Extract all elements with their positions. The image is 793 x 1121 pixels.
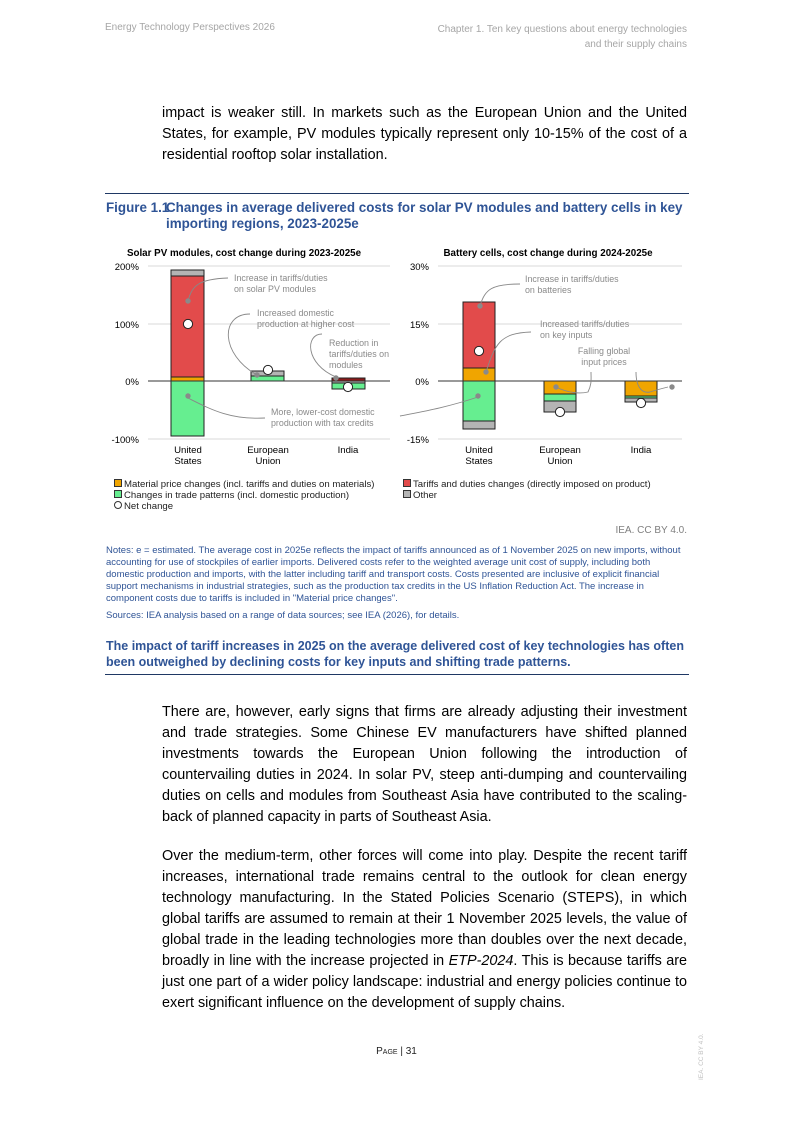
battery-annotation-text: Falling global xyxy=(577,346,631,356)
battery-xtick: States xyxy=(465,456,493,467)
running-header-title: Energy Technology Perspectives 2026 xyxy=(105,22,275,33)
pv-chart xyxy=(112,248,390,467)
legend-label: Net change xyxy=(124,501,174,512)
battery-ytick: -15% xyxy=(406,435,429,446)
pv-annotation-text: Increased domestic xyxy=(257,308,334,318)
pv-ytick: 200% xyxy=(114,262,139,273)
legend-item-tariffs xyxy=(403,479,651,491)
legend-label: Tariffs and duties changes (directly imposed on product) xyxy=(413,479,651,490)
battery-bar-us xyxy=(463,302,495,429)
battery-x-categories xyxy=(465,445,652,467)
pv-annotation-text: tariffs/duties on xyxy=(329,349,390,359)
legend-swatch-orange xyxy=(114,479,122,487)
battery-xtick: United xyxy=(465,445,493,456)
paragraph-text: Over the medium-term, other forces will come into play. Despite the recent tariff increases, international trade remains central to the outlook for clean energy technology manufacturing. In the Stated Policies Scenario (STEPS), in which global tariffs are assumed to remain at their 1 November 2025 levels, the value of global trade in the leading technologies more than doubles over the next decade, broadly in line with the increase projected in xyxy=(162,848,687,969)
pv-ytick: 100% xyxy=(114,320,139,331)
pv-annotation-text: More, lower-cost domestic xyxy=(271,407,375,417)
page-footer xyxy=(0,1046,793,1057)
legend-label: Other xyxy=(413,490,437,501)
legend-label: Material price changes (incl. tariffs and duties on materials) xyxy=(124,479,375,490)
figure-top-rule xyxy=(105,193,689,194)
side-license-credit: IEA. CC BY 4.0. xyxy=(698,1033,705,1080)
pv-annotation-text: Reduction in xyxy=(329,338,379,348)
battery-xtick: India xyxy=(630,445,652,456)
legend-swatch-red xyxy=(403,479,411,487)
pv-annotation-leaders xyxy=(188,278,336,418)
legend-swatch-grey xyxy=(403,490,411,498)
page-number: 31 xyxy=(405,1046,417,1057)
battery-annotation-text: on batteries xyxy=(525,285,572,295)
battery-annotations xyxy=(525,274,630,367)
pv-annotations xyxy=(234,273,389,428)
battery-chart-title: Battery cells, cost change during 2024-2025e xyxy=(443,248,653,259)
pv-bar-us xyxy=(171,270,204,436)
pv-annotation-text: production with tax credits xyxy=(271,418,374,428)
paragraph-trade-strategies: There are, however, early signs that firms are already adjusting their investment and trade strategies. Some Chinese EV manufacturers have shifted planned investments towards the European Union following the introduction of countervailing duties in 2024. In solar PV, steep anti-dumping and countervailing duties on cells and modules from Southeast Asia have contributed to the scaling-back of planned capacity in parts of Southeast Asia. xyxy=(162,704,687,825)
legend-item-other xyxy=(403,490,437,502)
legend-item-net xyxy=(114,501,173,513)
legend-swatch-green xyxy=(114,490,122,498)
intro-paragraph: impact is weaker still. In markets such as the European Union and the United States, for example, PV modules typically represent only 10-15% of the cost of a residential rooftop solar installation. xyxy=(162,105,687,163)
pv-chart-title: Solar PV modules, cost change during 2023-2025e xyxy=(126,248,362,259)
battery-xtick: Union xyxy=(547,456,573,467)
pv-xtick: India xyxy=(337,445,359,456)
battery-ytick: 30% xyxy=(409,262,429,273)
battery-ytick: 15% xyxy=(409,320,429,331)
figure-number: Figure 1.1 xyxy=(106,200,170,215)
battery-ytick: 0% xyxy=(415,377,429,388)
figure-notes: Notes: e = estimated. The average cost in 2025e reflects the impact of tariffs announced as of 1 November 2025 on new imports, without accounting for use of stockpiles of earlier imports. Delivered costs refer to the weighted average unit cost of supply, including both domestic production and imports, with the latter including tariff and transport costs. Costs presented are inclusive of explicit financial support mechanisms in industrial strategies, such as the production tax credits in the US Inflation Reduction Act. The increase in component costs due to tariffs is included in "Material price changes". xyxy=(106,545,681,604)
figure-takeaway: The impact of tariff increases in 2025 on the average delivered cost of key technologies has often been outweighed by declining costs for key inputs and shifting trade patterns. xyxy=(106,639,684,669)
pv-xtick: European xyxy=(247,445,289,456)
figure-charts xyxy=(100,244,700,476)
paragraph-text: . This is because tariffs are just one part of a wider policy landscape: industrial and energy policies continue to exert significant influence on the development of supply chains. xyxy=(162,953,687,1011)
figure-caption: Changes in average delivered costs for solar PV modules and battery cells in key importing regions, 2023-2025e xyxy=(166,200,683,231)
pv-x-categories xyxy=(174,445,359,467)
report-reference: ETP-2024 xyxy=(448,953,514,969)
pv-ytick: 0% xyxy=(125,377,139,388)
figure-sources: Sources: IEA analysis based on a range of data sources; see IEA (2026), for details. xyxy=(106,610,460,621)
pv-xtick: Union xyxy=(255,456,281,467)
pv-xtick: States xyxy=(174,456,202,467)
pv-annotation-text: Increase in tariffs/duties xyxy=(234,273,328,283)
figure-bottom-rule xyxy=(105,674,689,675)
legend-swatch-circle xyxy=(114,501,122,509)
battery-annotation-text: Increase in tariffs/duties xyxy=(525,274,619,284)
pv-xtick: United xyxy=(174,445,202,456)
battery-annotation-text: on key inputs xyxy=(540,330,593,340)
battery-xtick: European xyxy=(539,445,581,456)
running-header-chapter xyxy=(438,22,687,52)
paragraph-medium-term xyxy=(162,846,687,1014)
pv-ytick: -100% xyxy=(111,435,139,446)
battery-chart xyxy=(400,248,682,467)
pv-annotation-text: production at higher cost xyxy=(257,319,355,329)
page-separator: | xyxy=(397,1046,406,1057)
page-label: Page xyxy=(376,1046,398,1057)
pv-annotation-text: on solar PV modules xyxy=(234,284,316,294)
battery-annotation-text: input prices xyxy=(581,357,627,367)
chapter-line-2: and their supply chains xyxy=(584,39,687,50)
pv-annotation-text: modules xyxy=(329,360,363,370)
legend-label: Changes in trade patterns (incl. domestic production) xyxy=(124,490,350,501)
chapter-line-1: Chapter 1. Ten key questions about energy technologies xyxy=(437,24,687,35)
figure-credit: IEA. CC BY 4.0. xyxy=(615,525,687,536)
battery-annotation-text: Increased tariffs/duties xyxy=(540,319,630,329)
